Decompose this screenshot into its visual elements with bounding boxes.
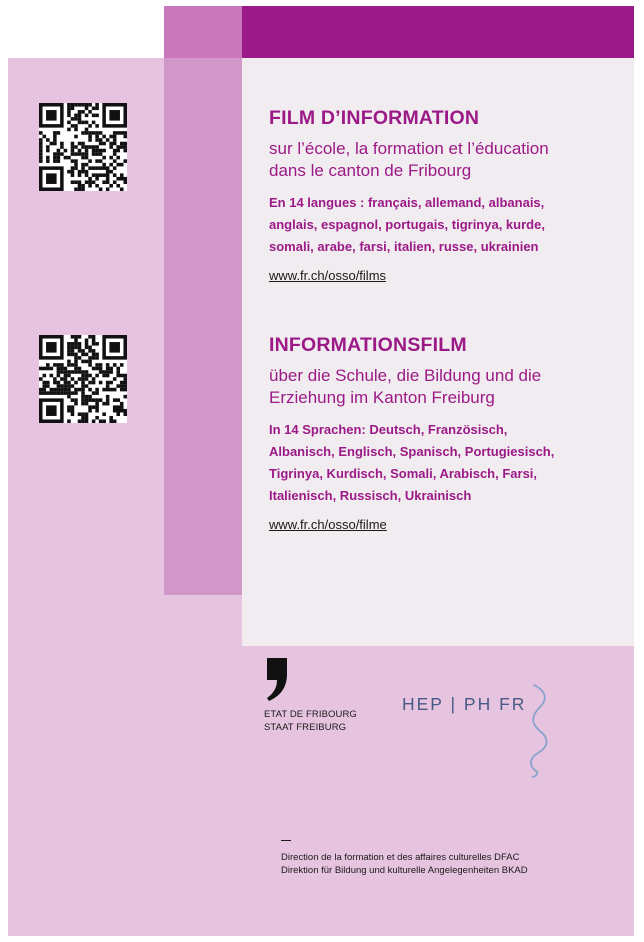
languages-line: somali, arabe, farsi, italien, russe, ukrainien [269, 239, 539, 254]
languages-list [269, 419, 624, 507]
subtitle-line: über die Schule, die Bildung und die [269, 366, 542, 385]
subtitle-line: sur l’école, la formation et l’éducation [269, 139, 549, 158]
comma-mark-icon [264, 656, 290, 702]
etat-line: STAAT FREIBURG [264, 722, 347, 733]
etat-name [264, 708, 384, 734]
films-link[interactable]: www.fr.ch/osso/films [269, 268, 387, 283]
french-section [269, 106, 624, 285]
qr-code-icon[interactable] [39, 335, 127, 423]
footer [281, 840, 528, 877]
languages-line: In 14 Sprachen: Deutsch, Französisch, [269, 422, 508, 437]
subtitle-line: dans le canton de Fribourg [269, 161, 472, 180]
section-subtitle [269, 138, 624, 182]
footer-line: Direction de la formation et des affaires culturelles DFAC [281, 852, 520, 863]
hep-logo-text: HEP | PH FR [402, 694, 527, 714]
subtitle-line: Erziehung im Kanton Freiburg [269, 388, 495, 407]
footer-rule [281, 840, 291, 841]
languages-line: Italienisch, Russisch, Ukrainisch [269, 488, 472, 503]
section-subtitle [269, 365, 624, 409]
etat-line: ETAT DE FRIBOURG [264, 709, 357, 720]
section-heading: INFORMATIONSFILM [269, 334, 467, 356]
hep-ph-fr-logo [402, 681, 582, 781]
vertical-stripe [164, 58, 242, 595]
languages-line: Tigrinya, Kurdisch, Somali, Arabisch, Farsi, [269, 466, 538, 481]
languages-line: anglais, espagnol, portugais, tigrinya, kurde, [269, 217, 545, 232]
languages-line: Albanisch, Englisch, Spanisch, Portugiesisch, [269, 444, 555, 459]
etat-de-fribourg-logo [264, 656, 384, 734]
german-section [269, 333, 624, 534]
languages-line: En 14 langues : français, allemand, albanais, [269, 195, 545, 210]
filme-link[interactable]: www.fr.ch/osso/filme [269, 517, 387, 532]
languages-list [269, 192, 624, 258]
section-heading: FILM D’INFORMATION [269, 107, 480, 129]
top-accent-bar-left [164, 6, 242, 58]
wave-line-icon [514, 681, 564, 781]
qr-code-icon[interactable] [39, 103, 127, 191]
footer-line: Direktion für Bildung und kulturelle Angelegenheiten BKAD [281, 865, 528, 876]
